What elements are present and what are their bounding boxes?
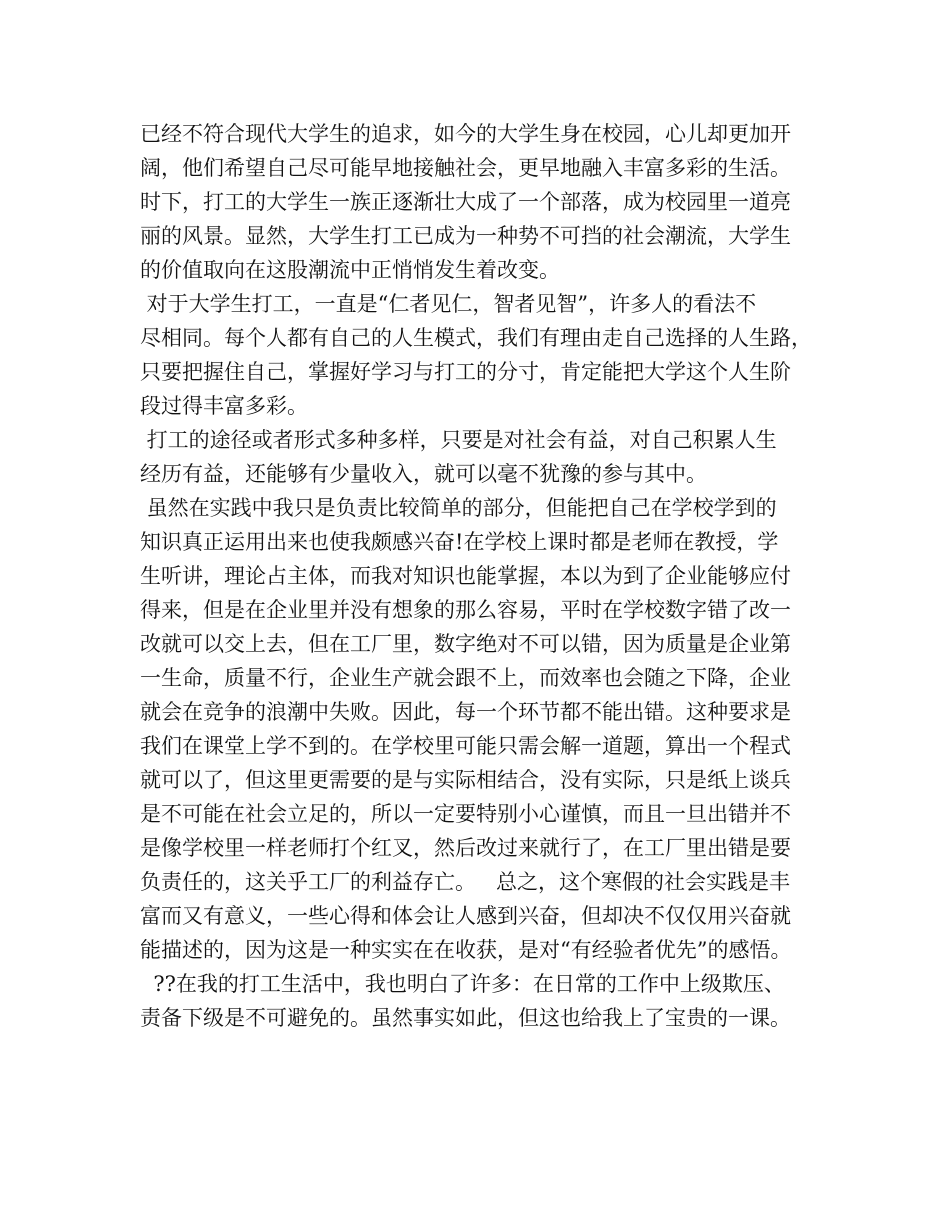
text-line: 得来，但是在企业里并没有想象的那么容易，平时在学校数字错了改一: [140, 598, 791, 622]
text-line: 的价值取向在这股潮流中正悄悄发生着改变。: [140, 258, 560, 282]
text-line: 就可以了，但这里更需要的是与实际相结合，没有实际，只是纸上谈兵: [140, 768, 791, 792]
text-line: 打工的途径或者形式多种多样，只要是对社会有益，对自己积累人生: [140, 428, 777, 452]
text-line: 知识真正运用出来也使我颇感兴奋!在学校上课时都是老师在教授，学: [140, 530, 779, 554]
text-line: 尽相同。每个人都有自己的人生模式，我们有理由走自己选择的人生路，: [140, 326, 812, 350]
text-line: 对于大学生打工，一直是“仁者见仁，智者见智”，许多人的看法不: [140, 292, 757, 316]
text-line: 改就可以交上去，但在工厂里，数字绝对不可以错，因为质量是企业第: [140, 632, 791, 656]
text-line: 虽然在实践中我只是负责比较简单的部分，但能把自己在学校学到的: [140, 496, 777, 520]
text-line: 时下，打工的大学生一族正逐渐壮大成了一个部落，成为校园里一道亮: [140, 190, 791, 214]
text-line: 已经不符合现代大学生的追求，如今的大学生身在校园，心儿却更加开: [140, 122, 791, 146]
text-line: 一生命，质量不行，企业生产就会跟不上，而效率也会随之下降，企业: [140, 666, 791, 690]
text-line: 经历有益，还能够有少量收入，就可以毫不犹豫的参与其中。: [140, 462, 707, 486]
text-line: 段过得丰富多彩。: [140, 394, 308, 418]
text-line: 就会在竞争的浪潮中失败。因此，每一个环节都不能出错。这种要求是: [140, 700, 791, 724]
text-line: 责备下级是不可避免的。虽然事实如此，但这也给我上了宝贵的一课。: [140, 1006, 791, 1030]
text-line: 能描述的，因为这是一种实实在在收获，是对“有经验者优先”的感悟。: [140, 938, 792, 962]
text-line: 负责任的，这关乎工厂的利益存亡。 总之，这个寒假的社会实践是丰: [140, 870, 791, 894]
text-line: 丽的风景。显然，大学生打工已成为一种势不可挡的社会潮流，大学生: [140, 224, 791, 248]
text-line: 是不可能在社会立足的，所以一定要特别小心谨慎，而且一旦出错并不: [140, 802, 791, 826]
document-body: [140, 117, 840, 1035]
text-line: 生听讲，理论占主体，而我对知识也能掌握，本以为到了企业能够应付: [140, 564, 791, 588]
text-line: 只要把握住自己，掌握好学习与打工的分寸，肯定能把大学这个人生阶: [140, 360, 791, 384]
text-line: 阔，他们希望自己尽可能早地接触社会，更早地融入丰富多彩的生活。: [140, 156, 791, 180]
text-line: 我们在课堂上学不到的。在学校里可能只需会解一道题，算出一个程式: [140, 734, 791, 758]
text-line: 是像学校里一样老师打个红叉，然后改过来就行了，在工厂里出错是要: [140, 836, 791, 860]
text-line: ??在我的打工生活中，我也明白了许多：在日常的工作中上级欺压、: [140, 972, 785, 996]
text-line: 富而又有意义，一些心得和体会让人感到兴奋，但却决不仅仅用兴奋就: [140, 904, 791, 928]
